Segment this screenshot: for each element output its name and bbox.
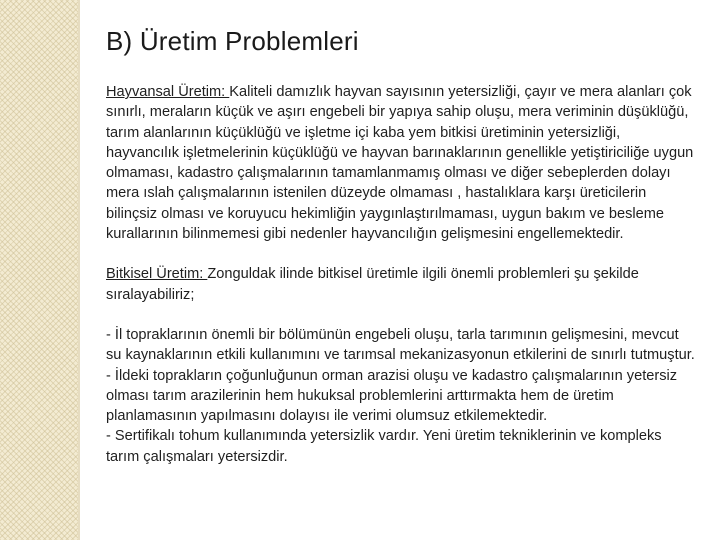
- slide-body: [106, 82, 696, 467]
- paragraph-spacer: [106, 305, 696, 325]
- bullet-item: - İl topraklarının önemli bir bölümünün engebeli oluşu, tarla tarımının gelişmesini, mevcut su kaynaklarının etkili kullanımını ve tarımsal mekanizasyonun etkilerini de sınırlı tutmuştur.: [106, 326, 695, 364]
- bitkisel-paragraph: [106, 264, 696, 305]
- page-title: B) Üretim Problemleri: [106, 26, 359, 56]
- hayvansal-text: Kaliteli damızlık hayvan sayısının yetersizliği, çayır ve mera alanları çok sınırlı, meraların küçük ve aşırı engebeli bir yapıya sahip oluşu, mera veriminin düşüklüğü, tarım alanlarının küçüklüğü ve işletme içi kaba yem bitkisi üretiminin yetersizliği, hayvancılık işletmelerinin küçüklüğü ve hayvan barınaklarının genellikle yetiştiriciliğe uygun olmaması, kadastro çalışmalarının tamamlanmamış olması ve diğer sebeplerden dolayı mera ıslah çalışmalarının istenilen düzeyde olmaması , hastalıklara karşı üreticilerin bilinçsiz olması ve koruyucu hekimliğin yaygınlaştırılmaması, uygun bakım ve besleme kurallarının bilinmemesi gibi nedenler hayvancılığın gelişmesini engellemektedir.: [106, 84, 694, 243]
- decorative-side-band: [0, 0, 78, 540]
- side-divider: [78, 0, 80, 540]
- bullet-item: - İldeki toprakların çoğunluğunun orman arazisi oluşu ve kadastro çalışmalarının yetersiz olması tarım arazilerinin hem hukuksal problemlerini arttırmakta hem de üretim planlamasının yapılmasını dolayısı ile verimi olumsuz etkilemektedir.: [106, 367, 678, 425]
- bitkisel-text: Zonguldak ilinde bitkisel üretimle ilgili önemli problemleri şu şekilde sıralayabiliriz;: [106, 266, 639, 303]
- paragraph-spacer: [106, 244, 696, 264]
- hayvansal-paragraph: [106, 82, 696, 244]
- bullet-item: - Sertifikalı tohum kullanımında yetersizlik vardır. Yeni üretim tekniklerinin ve kompleks tarım çalışmaları yetersizdir.: [106, 428, 662, 465]
- bitkisel-heading: Bitkisel Üretim:: [106, 266, 208, 283]
- hayvansal-heading: Hayvansal Üretim:: [106, 84, 230, 100]
